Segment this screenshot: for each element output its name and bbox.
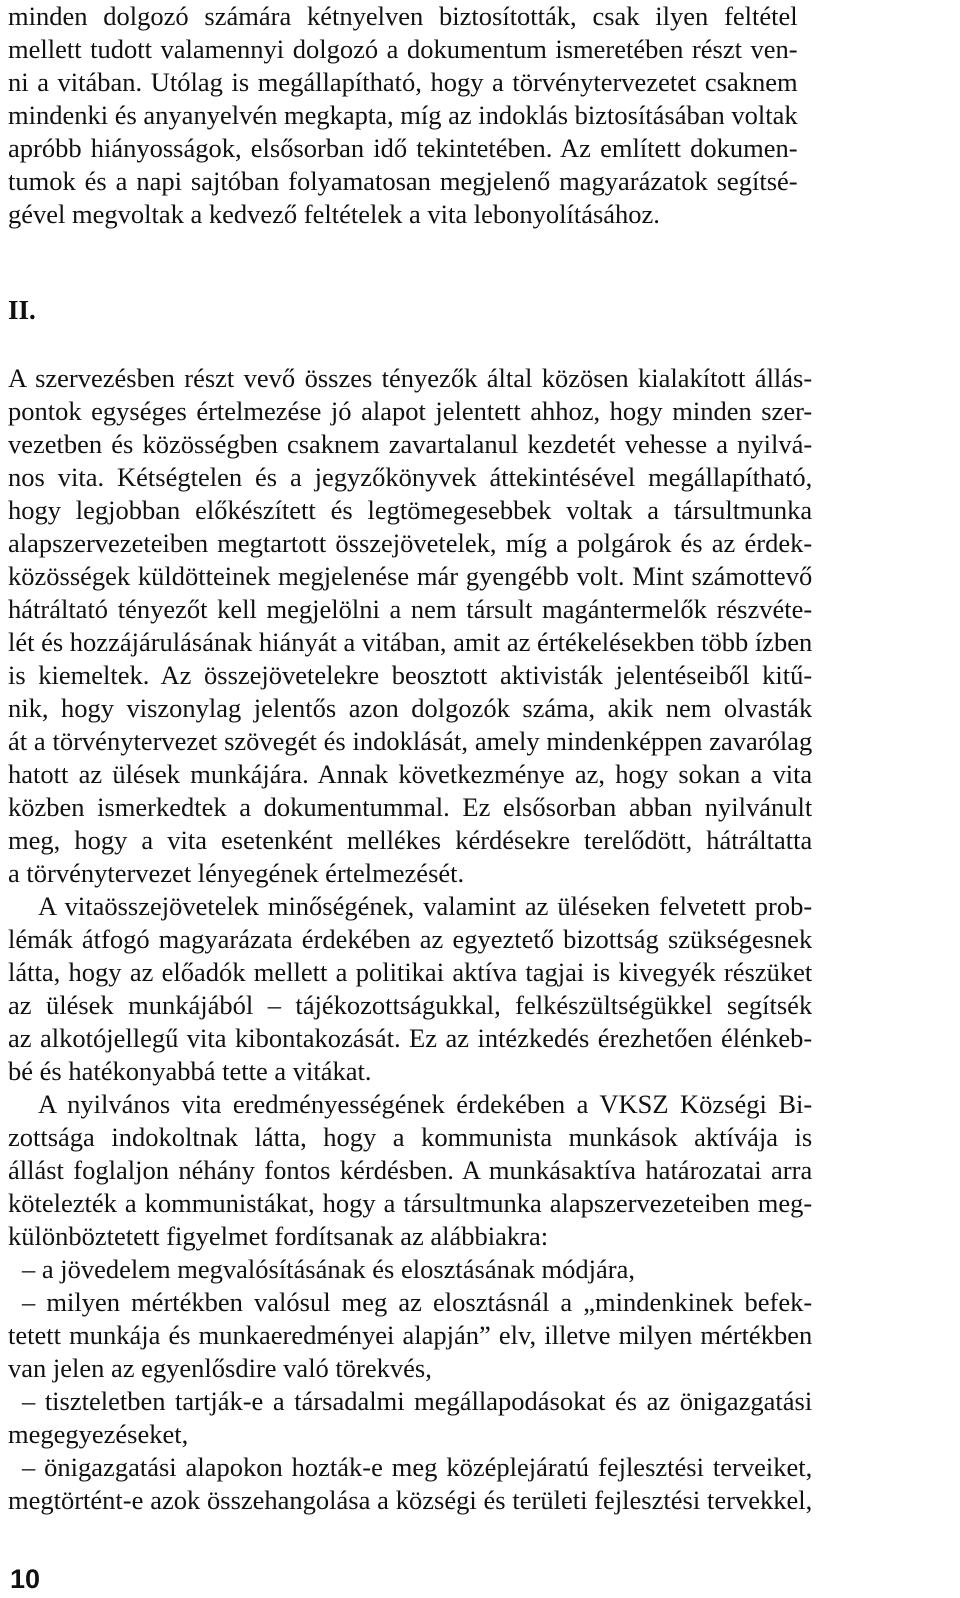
text-line: A nyilvános vita eredményességének érdekében a VKSZ Községi Bi- [38,1089,813,1119]
text-line: az ülések munkájából – tájékozottságukkal, felkészültségükkel segítsék [8,990,813,1020]
text-line: tumok és a napi sajtóban folyamatosan megjelenő magyarázatok segítsé- [8,166,798,196]
text-line: zottsága indokoltnak látta, hogy a kommunista munkások aktívája is [8,1122,813,1152]
text-line: A vitaösszejövetelek minőségének, valamint az üléseken felvetett prob- [38,891,813,921]
text-line: megegyezéseket, [8,1419,189,1449]
text-line: is kiemeltek. Az összejövetelekre beosztott aktivisták jelentéseiből kitű- [8,660,813,690]
text-line: pontok egységes értelmezése jó alapot jelentett ahhoz, hogy minden szer- [8,396,813,426]
text-line: közösségek küldötteinek megjelenése már gyengébb volt. Mint számottevő [8,561,813,591]
text-line: bé és hatékonyabbá tette a vitákat. [8,1056,372,1086]
section-body [8,362,812,1517]
text-line: lémák átfogó magyarázata érdekében az egyeztető bizottság szükségesnek [8,924,813,954]
text-line: hátráltató tényezőt kell megjelölni a nem társult magántermelők részvéte- [8,594,813,624]
text-line: van jelen az egyenlősdire való törekvés, [8,1353,432,1383]
text-line: – milyen mértékben valósul meg az elosztásnál a „mindenkinek befek- [22,1287,813,1317]
text-line: A szervezésben részt vevő összes tényezők által közösen kialakított állás- [8,363,813,393]
text-line: – önigazgatási alapokon hozták-e meg középlejáratú fejlesztési terveiket, [22,1452,813,1482]
text-line: állást foglaljon néhány fontos kérdésben. A munkásaktíva határozatai arra [8,1155,813,1185]
text-line: minden dolgozó számára kétnyelven biztosították, csak ilyen feltétel [8,1,798,31]
text-line: mindenki és anyanyelvén megkapta, míg az indoklás biztosításában voltak [8,100,798,130]
text-line: alapszervezeteiben megtartott összejövetelek, míg a polgárok és az érdek- [8,528,813,558]
text-line: kötelezték a kommunistákat, hogy a társultmunka alapszervezeteiben meg- [8,1188,813,1218]
text-line: vezetben és közösségben csaknem zavartalanul kezdetét vehesse a nyilvá- [8,429,813,459]
text-line: meg, hogy a vita esetenként mellékes kérdésekre terelődött, hátráltatta [8,825,813,855]
text-line: közben ismerkedtek a dokumentummal. Ez elsősorban abban nyilvánult [8,792,813,822]
text-line: hogy legjobban előkészített és legtömegesebbek voltak a társultmunka [8,495,813,525]
text-line: különböztetett figyelmet fordítsanak az alábbiakra: [8,1221,549,1251]
text-line: lét és hozzájárulásának hiányát a vitában, amit az értékelésekben több ízben [8,627,813,657]
text-line: gével megvoltak a kedvező feltételek a vita lebonyolításához. [8,199,660,229]
text-line: a törvénytervezet lényegének értelmezését. [8,858,465,888]
page-number: 10 [10,1564,41,1594]
text-line: az alkotójellegű vita kibontakozását. Ez az intézkedés érezhetően élénkeb- [8,1023,813,1053]
text-line: mellett tudott valamennyi dolgozó a dokumentum ismeretében részt ven- [8,34,798,64]
text-line: át a törvénytervezet szövegét és indoklását, amely mindenképpen zavarólag [8,726,813,756]
text-line: nik, hogy viszonylag jelentős azon dolgozók száma, akik nem olvasták [8,693,813,723]
text-line: látta, hogy az előadók mellett a politikai aktíva tagjai is kivegyék részüket [8,957,813,987]
text-line: nos vita. Kétségtelen és a jegyzőkönyvek áttekintésével megállapítható, [8,462,813,492]
text-line: – tiszteletben tartják-e a társadalmi megállapodásokat és az önigazgatási [22,1386,813,1416]
section-heading: II. [8,295,36,325]
text-line: hatott az ülések munkájára. Annak következménye az, hogy sokan a vita [8,759,813,789]
text-line: tetett munkája és munkaeredményei alapján” elv, illetve milyen mértékben [8,1320,813,1350]
text-line: ni a vitában. Utólag is megállapítható, hogy a törvénytervezetet csaknem [8,67,798,97]
text-line: megtörtént-e azok összehangolása a községi és területi fejlesztési tervekkel, [8,1485,813,1515]
paragraph-intro [8,0,798,231]
text-line: – a jövedelem megvalósításának és elosztásának módjára, [22,1254,635,1284]
text-line: apróbb hiányosságok, elsősorban idő tekintetében. Az említett dokumen- [8,133,798,163]
